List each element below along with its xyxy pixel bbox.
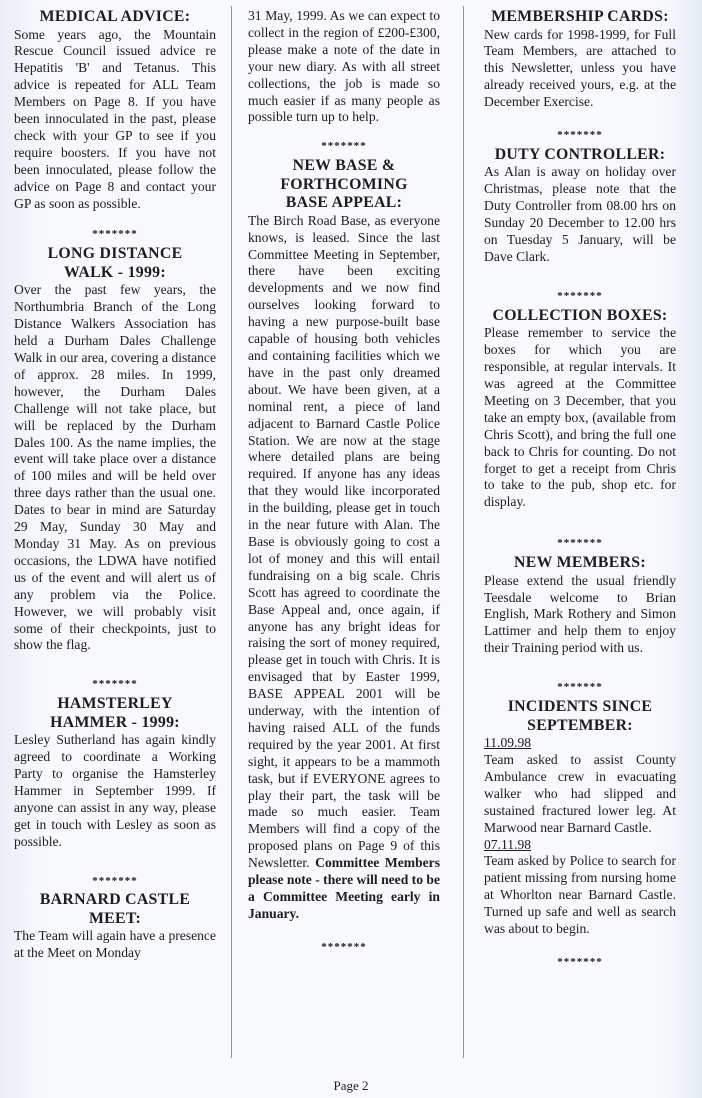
long-distance-heading-line2: WALK - 1999: xyxy=(64,263,166,281)
column-divider xyxy=(231,6,232,1058)
section-separator: ******* xyxy=(92,228,138,241)
hamsterley-heading-line1: HAMSTERLEY xyxy=(57,695,173,713)
membership-heading: MEMBERSHIP CARDS: xyxy=(491,8,669,25)
hamsterley-heading xyxy=(14,695,216,732)
new-base-heading-line2: FORTHCOMING xyxy=(280,175,408,193)
section-separator: ******* xyxy=(557,129,603,142)
incident-date: 11.09.98 xyxy=(484,735,532,751)
section-separator: ******* xyxy=(321,940,367,953)
incidents-heading-line2: SEPTEMBER: xyxy=(527,716,633,734)
new-base-heading-line3: BASE APPEAL: xyxy=(285,194,403,212)
long-distance-heading-line1: LONG DISTANCE xyxy=(47,245,183,263)
section-separator: ******* xyxy=(321,140,367,153)
collection-boxes-body: Please remember to service the boxes for which you are responsible, at regular intervals. It was agreed at the Committee Meeting on 3 December, that you take an empty box, (available from Chris Scott), and bring the full one back to Chris for counting. Do not forget to get a receipt from Chris to take to the pub, shop etc. for display. xyxy=(484,325,676,510)
duty-controller-heading: DUTY CONTROLLER: xyxy=(494,145,666,163)
section-separator: ******* xyxy=(557,537,603,550)
hamsterley-heading-line2: HAMMER - 1999: xyxy=(50,713,180,731)
committee-note: Committee Members please note - there will need to be a Committee Meeting early in January. xyxy=(248,855,440,921)
incidents-heading-line1: INCIDENTS SINCE xyxy=(507,698,653,716)
incidents-heading xyxy=(484,698,676,735)
column-right xyxy=(484,8,676,973)
section-separator: ******* xyxy=(92,678,138,691)
incident-text: Team asked to assist County Ambulance crew in evacuating walker who had slipped and sustained fractured lower leg. At Marwood near Barnard Castle. xyxy=(484,752,676,835)
new-base-body-text: The Birch Road Base, as everyone knows, is leased. Since the last Committee Meeting in September, there have been exciting developments and we now find ourselves looking forward to having a new purpose-built base capable of housing both vehicles and containing facilities which we have in the past only dreamed about. We have been given, at a nominal rent, a piece of land adjacent to Barnard Castle Police Station. We are now at the stage where detailed plans are being required. If anyone has any ideas that they would like incorporated in the building, please get in touch in the near future with Alan. The Base is obviously going to cost a lot of money and this will entail fundraising on a big scale. Chris Scott has agreed to coordinate the Base Appeal and, once again, if anyone has any bright ideas for raising the sort of money required, please get in touch with Chris. It is envisaged that by Easter 1999, BASE APPEAL 2001 will be underway, with the intention of having raised ALL of the funds required by the year 2001. At first sight, it appears to be a mammoth task, but if EVERYONE agrees to play their part, the task will be made so much easier. Team Members will find a copy of the proposed plans on Page 9 of this Newsletter. xyxy=(248,212,440,871)
section-separator: ******* xyxy=(92,874,138,887)
barnard-meet-body-continued: 31 May, 1999. As we can expect to collect in the region of £200-£300, please make a note of the date in your new diary. As with all street collections, the job is made so much easier if as many people as possible turn up to help. xyxy=(248,8,440,125)
section-separator: ******* xyxy=(557,681,603,694)
collection-boxes-heading: COLLECTION BOXES: xyxy=(492,306,668,324)
hamsterley-body: Lesley Sutherland has again kindly agreed to coordinate a Working Party to organise the Hamsterley Hammer in September 1999. If anyone can assist in any way, please get in touch with Lesley as soon as possible. xyxy=(14,732,216,849)
column-middle xyxy=(248,8,440,958)
barnard-meet-heading-line1: BARNARD CASTLE xyxy=(39,891,191,909)
column-left xyxy=(14,8,216,962)
incident-date: 07.11.98 xyxy=(484,836,532,852)
membership-body: New cards for 1998-1999, for Full Team Members, are attached to this Newsletter, unless you have already received yours, e.g. at the December Exercise. xyxy=(484,26,676,110)
long-distance-heading xyxy=(14,245,216,282)
section-separator: ******* xyxy=(557,289,603,302)
long-distance-body: Over the past few years, the Northumbria Branch of the Long Distance Walkers Association has held a Durham Dales Challenge Walk in our area, covering a distance of approx. 28 miles. In 1999, however, the Durham Dales Challenge will not take place, but will be replaced by the Durham Dales 100. As the name implies, the event will take place over a distance of 100 miles and will be held over three days rather than the usual one. Dates to bear in mind are Saturday 29 May, Sunday 30 May and Monday 31 May. As on previous occasions, the LDWA have notified us of the event and will alert us of any problem via the Police. However, we will probably visit some of their checkpoints, just to show the flag. xyxy=(14,282,216,653)
new-members-body: Please extend the usual friendly Teesdale welcome to Brian English, Mark Rothery and Simon Lattimer and help them to enjoy their Training period with us. xyxy=(484,572,676,656)
new-base-heading xyxy=(248,157,440,213)
new-base-heading-line1: NEW BASE & xyxy=(292,157,396,175)
column-divider xyxy=(463,6,464,1058)
medical-advice-heading: MEDICAL ADVICE: xyxy=(39,8,191,25)
barnard-meet-heading xyxy=(14,891,216,928)
duty-controller-body: As Alan is away on holiday over Christmas, please note that the Duty Controller from 08.00 hrs on Sunday 20 December to 12.00 hrs on Tuesday 5 January, will be Dave Clark. xyxy=(484,164,676,264)
new-members-heading: NEW MEMBERS: xyxy=(514,554,646,572)
incident-text: Team asked by Police to search for patient missing from nursing home at Whorlton near Barnard Castle. Turned up safe and well as search was about to begin. xyxy=(484,853,676,937)
medical-advice-body: Some years ago, the Mountain Rescue Council issued advice re Hepatitis 'B' and Tetanus. This advice is repeated for ALL Team Members on Page 8. If you have been innoculated in the past, please check with your GP to see if you require boosters. If you have not been innoculated, please follow the advice on Page 8 and contact your GP as soon as possible. xyxy=(14,26,216,211)
section-separator: ******* xyxy=(557,955,603,968)
page-number: Page 2 xyxy=(333,1078,369,1093)
barnard-meet-heading-line2: MEET: xyxy=(88,909,142,927)
barnard-meet-body-start: The Team will again have a presence at the Meet on Monday xyxy=(14,928,216,961)
new-base-body xyxy=(248,213,440,923)
